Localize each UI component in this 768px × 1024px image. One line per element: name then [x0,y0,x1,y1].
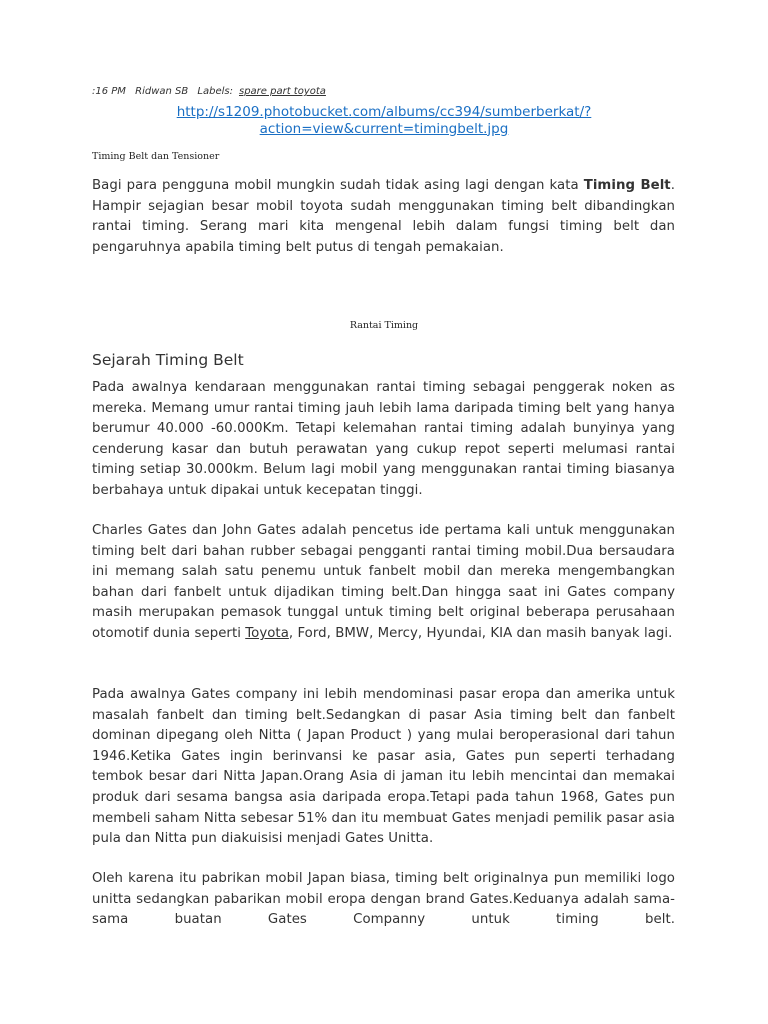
intro-paragraph [92,176,675,258]
photobucket-link-line-1[interactable]: http://s1209.photobucket.com/albums/cc394/sumberberkat/? [176,104,592,120]
image-caption-rantai-timing: Rantai Timing [349,320,419,331]
post-time: :16 PM [92,86,126,97]
label-link-spare-part-toyota[interactable]: spare part toyota [238,86,326,97]
labels-prefix: Labels: [197,86,233,97]
photobucket-link-line-2[interactable]: action=view&current=timingbelt.jpg [259,120,509,137]
paragraph-4: Oleh karena itu pabrikan mobil Japan biasa, timing belt originalnya pun memiliki logo unitta sedangkan pabarikan mobil eropa dengan brand Gates.Keduanya adalah sama-sama buatan Gates Companny untuk timing belt. [92,871,675,928]
paragraph-2-text-before: Charles Gates dan John Gates adalah pencetus ide pertama kali untuk menggunakan timing belt dari bahan rubber sebagai pengganti rantai timing mobil.Dua bersaudara ini memang salah satu penemu untuk fanbelt mobil dan mereka mengembangkan bahan dari fanbelt untuk dijadikan timing belt.Dan hingga saat ini Gates company masih merupakan pemasok tunggal untuk timing belt original beberapa perusahaan otomotif dunia seperti [92,523,675,641]
intro-text-before: Bagi para pengguna mobil mungkin sudah tidak asing lagi dengan kata [92,178,584,193]
paragraph-3: Pada awalnya Gates company ini lebih mendominasi pasar eropa dan amerika untuk masalah fanbelt dan timing belt.Sedangkan di pasar Asia timing belt dan fanbelt dominan dipegang oleh Nitta ( Japan Product ) yang mulai beroperasional dari tahun 1946.Ketika Gates ingin berinvansi ke pasar asia, Gates pun seperti terhadang tembok besar dari Nitta Japan.Orang Asia di jaman itu lebih mencintai dan memakai produk dari sesama bangsa asia daripada eropa.Tetapi pada tahun 1968, Gates pun membeli saham Nitta sebesar 51% dan itu membuat Gates menjadi pemilik pasar asia pula dan Nitta pun diakuisisi menjadi Gates Unitta. [92,687,675,847]
post-meta [92,86,332,97]
section-heading: Sejarah Timing Belt [92,351,244,369]
image-caption-timing-belt: Timing Belt dan Tensioner [92,151,220,162]
paragraph-2 [92,521,675,645]
photobucket-link[interactable] [92,104,676,137]
intro-bold-term: Timing Belt [583,178,671,193]
post-author: Ridwan SB [135,86,189,97]
paragraph-1: Pada awalnya kendaraan menggunakan rantai timing sebagai penggerak noken as mereka. Memang umur rantai timing jauh lebih lama daripada timing belt yang hanya berumur 40.000 -60.000Km. Tetapi kelemahan rantai timing adalah bunyinya yang cenderung kasar dan butuh perawatan yang cukup repot seperti melumasi rantai timing setiap 30.000km. Belum lagi mobil yang menggunakan rantai timing biasanya berbahaya untuk dipakai untuk kecepatan tinggi. [92,380,675,498]
toyota-link[interactable]: Toyota [245,625,289,641]
paragraph-2-text-after: , Ford, BMW, Mercy, Hyundai, KIA dan masih banyak lagi. [288,625,673,641]
intro-text-after: . Hampir sejagian besar mobil toyota sudah menggunakan timing belt dibandingkan rantai timing. Serang mari kita mengenal lebih dalam fungsi timing belt dan pengaruhnya apabila timing belt putus di tengah pemakaian. [92,178,675,255]
